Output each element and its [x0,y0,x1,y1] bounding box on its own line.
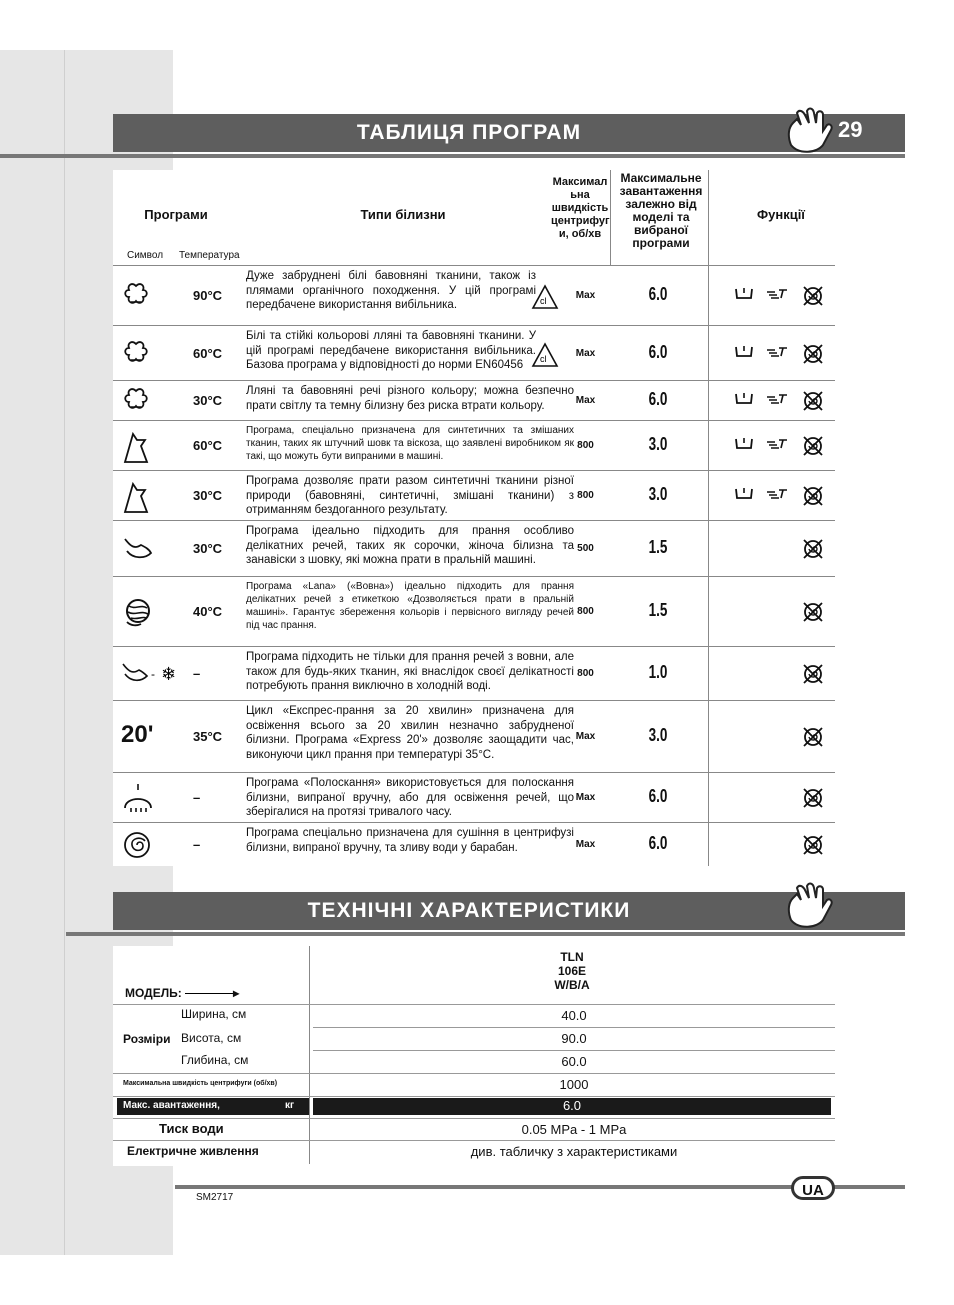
program-max-load: 6.0 [648,341,668,362]
program-max-load: 3.0 [648,434,668,454]
spin-value: 1000 [559,1077,589,1092]
program-functions [725,833,835,863]
program-functions [725,725,835,755]
svg-text:-: - [151,667,155,681]
program-row [113,822,835,867]
height-label: Висота, см [181,1031,242,1045]
program-max-load: 3.0 [648,725,668,745]
program-max-speed: 800 [577,668,594,679]
sidebar-divider [64,50,65,1255]
program-temperature: 40°C [193,604,223,619]
program-functions [725,662,835,692]
width-value: 40.0 [561,1008,587,1023]
program-description: Програма «Полоскання» використовується для полоскання білизни, випраної вручну, або для освіження речей, що зберігалися на протязі тривалого часу. [246,777,574,818]
program-temperature: 35°C [193,729,223,744]
header-rule [66,932,905,936]
program-functions [725,284,835,314]
col-divider [610,170,611,265]
express-icon [765,484,791,502]
program-max-load: 6.0 [648,389,668,409]
col-programs: Програми [144,207,208,222]
program-max-speed: 800 [577,440,594,451]
program-temperature: – [193,790,201,805]
program-description: Програма підходить не тільки для прання речей з вовни, але також для будь-яких тканин, які внаслідок своєї делікатності потребують прання виключно в холодній воді. [246,651,574,692]
no-spin-icon [801,786,825,810]
program-temperature: 30°C [193,488,223,503]
program-temperature: 60°C [193,438,223,453]
program-max-speed: 800 [577,606,594,617]
no-spin-icon [801,537,825,561]
cold-wash-icon [121,658,177,694]
program-functions [725,537,835,567]
program-max-speed: 500 [577,543,594,554]
program-row [113,265,835,326]
language-badge: UA [791,1176,835,1200]
program-max-load: 6.0 [648,786,668,806]
express-icon [765,284,791,302]
program-functions [725,389,835,419]
program-description: Програма, спеціально призначена для синтетичних та змішаних тканин, таких як штучний шовк та віскоза, що заявлені виробником як такі, що можуть бути випраними в машині. [246,425,574,462]
programs-table [113,170,835,866]
no-spin-icon [801,725,825,749]
prewash-icon [733,342,755,360]
program-row [113,576,835,647]
no-spin-icon [801,662,825,686]
program-row [113,700,835,773]
synthetic-icon [121,430,161,466]
prewash-icon [733,284,755,302]
express-20-icon: 20' [121,721,154,748]
program-functions [725,484,835,514]
program-row [113,325,835,381]
express-icon [765,434,791,452]
prewash-icon [733,389,755,407]
page-number: 29 [838,117,863,142]
hand-icon [783,880,835,928]
col-symbol: Символ [127,250,164,261]
col-divider [309,946,310,1164]
program-row [113,380,835,421]
program-temperature: – [193,666,201,681]
program-row [113,420,835,471]
program-max-speed: Max [575,792,596,803]
program-max-speed: 800 [577,490,594,501]
prewash-icon [733,434,755,452]
tech-specs-title: ТЕХНІЧНІ ХАРАКТЕРИСТИКИ [307,899,631,922]
program-max-speed: Max [575,290,596,301]
header-rule [0,154,905,158]
program-functions [725,342,835,372]
wool-icon [121,596,161,632]
program-row [113,646,835,701]
depth-label: Глибина, см [181,1053,249,1067]
program-description: Програма «Lana» («Вовна») ідеально підходить для прання делікатних речей з етикеткою «Дозволяється прати в пральній машині». Гарантує збереження кольорів і первісного вигляду речей під час прання. [246,581,574,631]
svg-text:❄: ❄ [161,664,177,685]
program-max-load: 1.5 [648,537,668,557]
program-functions [725,786,835,816]
program-description: Цикл «Експрес-прання за 20 хвилин» призначена для освіження всього за 20 хвилин незначно забрудненої білизни. Програма «Express 20'» дозволяє заощадити час, виконуючи цикл прання при температурі 35°C. [246,705,574,761]
program-description: Дуже забруднені білі бавовняні тканини, також із плямами органічного походження. У цій програмі передбачене використання вибільника. [246,270,536,311]
express-icon [765,389,791,407]
program-max-speed: Max [575,731,596,742]
no-spin-icon [801,434,825,458]
depth-value: 60.0 [561,1054,587,1069]
load-value: 6.0 [313,1098,831,1115]
program-temperature: 30°C [193,541,223,556]
model-label: МОДЕЛЬ: ▸ [125,986,240,1000]
program-description: Програма дозволяє прати разом синтетичні тканини різної природи (бавовняні, синтетичні, змішані тканини) з отриманням бездоганного результату. [246,475,574,516]
program-max-load: 3.0 [648,484,668,504]
no-spin-icon [801,600,825,624]
cotton-icon [121,280,161,316]
no-spin-icon [801,484,825,508]
cotton-icon [121,338,161,374]
no-spin-icon [801,342,825,366]
program-max-load: 1.0 [648,662,668,682]
program-description: Білі та стійкі кольорові лляні та бавовняні тканини. У цій програмі передбачене використання вибільника. Базова програма у відповідності до норми EN60456 [246,330,536,371]
program-temperature: 90°C [193,288,223,303]
program-functions [725,434,835,464]
pressure-value: 0.05 MPa - 1 MPa [521,1122,627,1137]
program-max-load: 1.5 [648,600,668,620]
svg-text:cl: cl [540,296,547,306]
program-max-speed: Max [575,839,596,850]
col-max-speed: Максимал ьна швидкість центрифуг и, об/хв [551,176,610,240]
rinse-icon [121,782,161,818]
program-row [113,470,835,521]
spin-label: Максимальна швидкість центрифуги (об/хв) [123,1080,278,1087]
program-max-speed: Max [575,347,596,359]
bleach-icon [531,284,559,315]
document-code: SM2717 [196,1192,234,1203]
program-temperature: 30°C [193,393,223,408]
spin-icon [121,829,161,865]
col-temperature: Температура [179,250,240,261]
programs-table-title: ТАБЛИЦЯ ПРОГРАМ [356,121,582,144]
program-temperature: – [193,837,201,852]
express-icon [765,342,791,360]
program-row [113,772,835,823]
bleach-icon [531,342,559,373]
col-max-load: Максимальне завантаження залежно від моделі та вибраної програми [619,171,703,250]
synthetic-icon [121,480,161,516]
pressure-label: Тиск води [159,1121,224,1136]
cotton-icon [121,385,161,421]
program-temperature: 60°C [193,345,223,361]
program-max-load: 6.0 [648,833,668,853]
dimensions-label: Розміри [123,1032,171,1046]
hand-icon [783,105,835,153]
prewash-icon [733,484,755,502]
col-functions: Функції [757,207,805,222]
width-label: Ширина, см [181,1007,247,1021]
tech-specs-table [113,946,835,1166]
program-max-load: 6.0 [648,284,668,304]
program-description: Програма спеціально призначена для сушіння в центрифузі білизни, випраної вручну, та зливу води у барабан. [246,827,574,854]
col-types: Типи білизни [360,207,446,222]
program-description: Програма ідеально підходить для прання особливо делікатних речей, таких як сорочки, жіноча білизна та занавіски з шовку, які можна прати в пральній машині. [246,525,574,566]
height-value: 90.0 [561,1031,587,1046]
power-value: див. табличку з характеристиками [470,1144,678,1159]
power-label: Електричне живлення [127,1144,259,1158]
no-spin-icon [801,389,825,413]
delicate-icon [121,533,161,569]
program-row [113,520,835,577]
no-spin-icon [801,284,825,308]
load-label-cell: Макс. авантаження, кг [117,1098,309,1115]
model-value: TLN 106E W/B/A [554,950,590,992]
program-functions [725,600,835,630]
program-max-speed: Max [575,395,596,406]
program-description: Лляні та бавовняні речі різного кольору; можна безпечно прати світлу та темну білизну без риска втрати кольору. [246,385,574,412]
svg-text:cl: cl [540,353,547,364]
no-spin-icon [801,833,825,857]
